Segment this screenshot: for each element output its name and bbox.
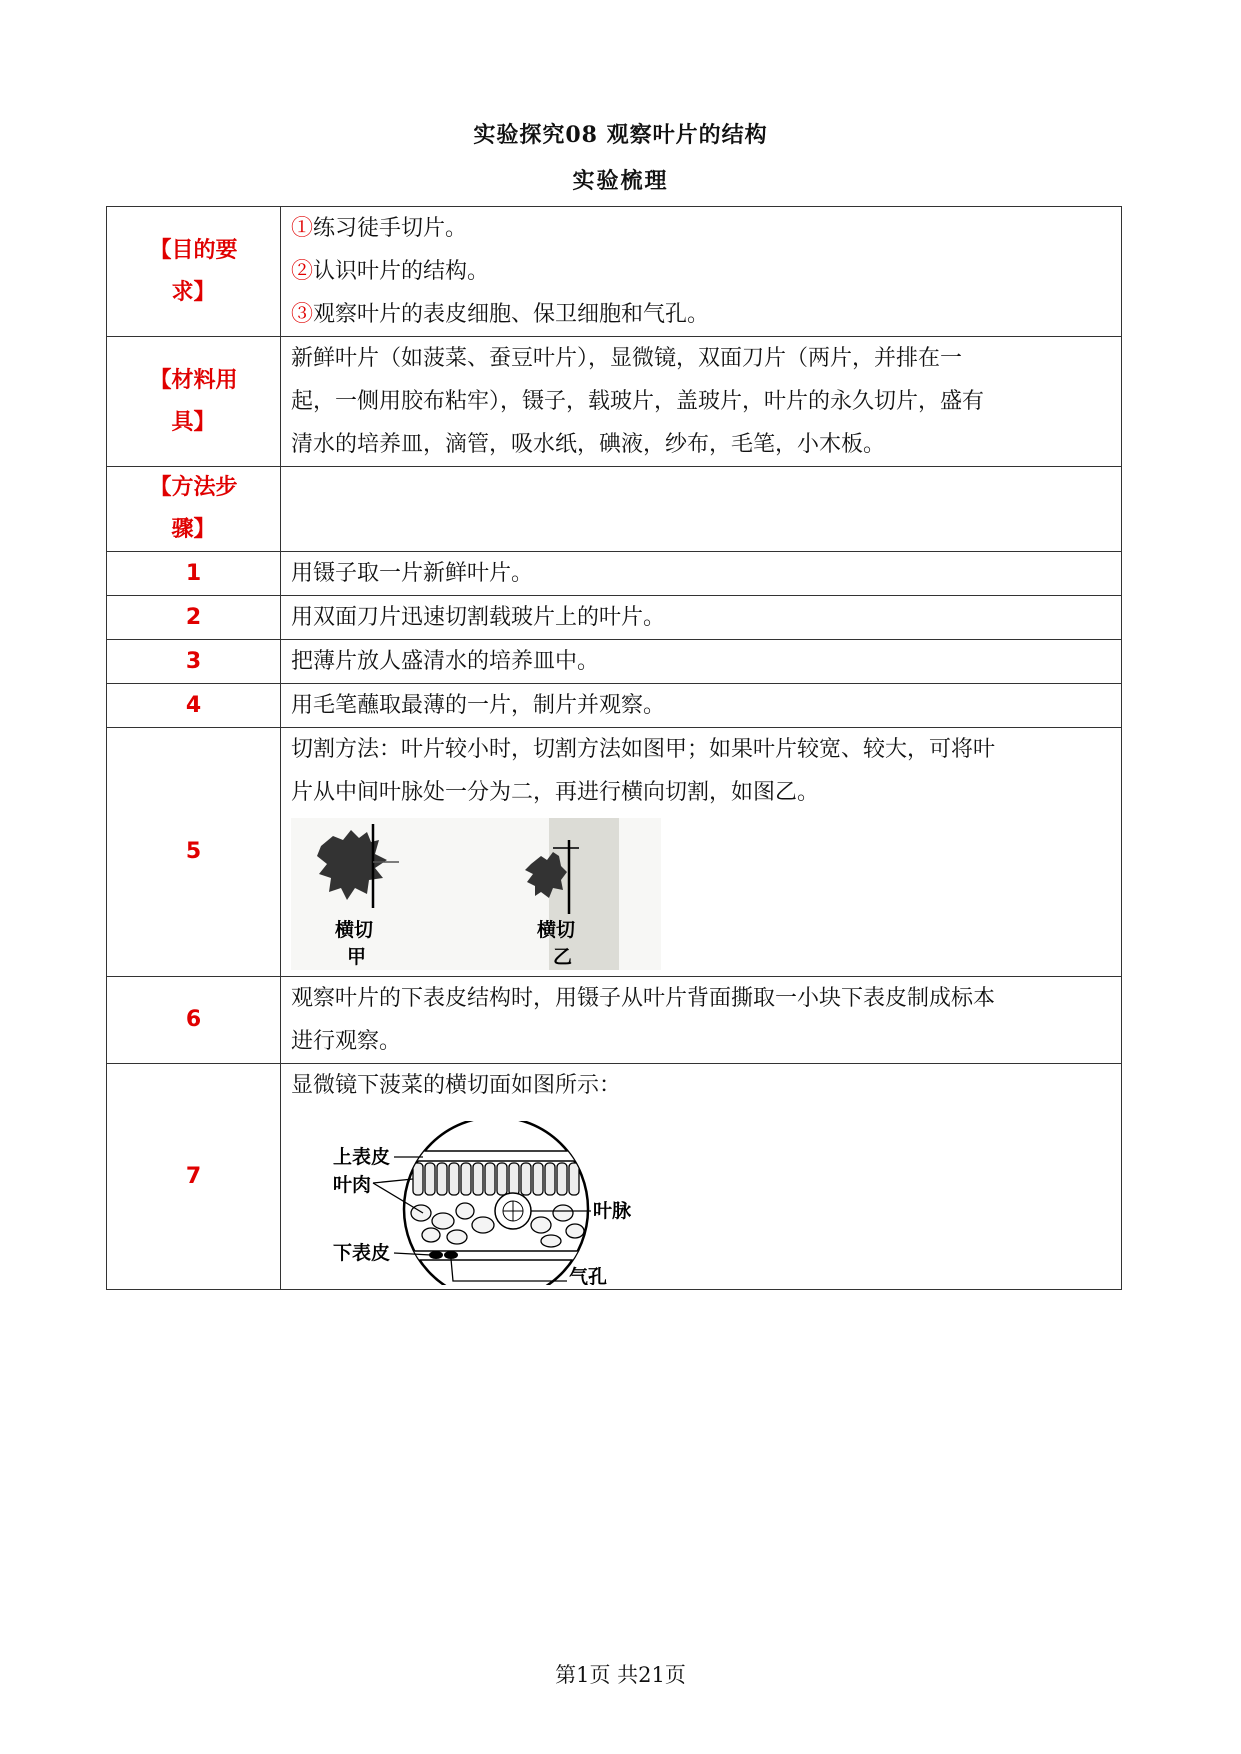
purpose-label	[107, 207, 281, 337]
materials-line: 清水的培养皿，滴管，吸水纸，碘液，纱布，毛笔，小木板。	[291, 432, 886, 457]
step-number: 4	[107, 684, 281, 728]
label-mesophyll: 叶肉	[333, 1174, 372, 1196]
item-marker: ②	[291, 259, 314, 284]
purpose-item	[291, 250, 1111, 293]
row-step	[107, 728, 1122, 977]
materials-label-line: 具】	[171, 409, 216, 435]
stoma-cell	[429, 1251, 443, 1259]
cut-label-right: 横切	[537, 919, 576, 941]
method-label	[107, 467, 281, 552]
purpose-item	[291, 293, 1111, 336]
purpose-content	[281, 207, 1122, 337]
label-lower-epidermis: 下表皮	[333, 1242, 391, 1264]
materials-content	[281, 337, 1122, 467]
step-line: 切割方法：叶片较小时，切割方法如图甲；如果叶片较宽、较大，可将叶	[291, 737, 996, 762]
step-text	[281, 728, 1122, 977]
item-text: 认识叶片的结构。	[313, 259, 490, 284]
row-method	[107, 467, 1122, 552]
section-subtitle: 实验梳理	[572, 168, 669, 194]
label-upper-epidermis: 上表皮	[333, 1146, 391, 1168]
leaf-cut-illustration	[291, 818, 661, 970]
row-step	[107, 596, 1122, 640]
step-line: 把薄片放人盛清水的培养皿中。	[291, 649, 600, 674]
page-footer: 第1页 共21页	[555, 1663, 686, 1687]
materials-label	[107, 337, 281, 467]
row-step	[107, 977, 1122, 1064]
step-text	[281, 596, 1122, 640]
lower-epidermis-layer	[391, 1251, 601, 1260]
method-label-line: 【方法步	[149, 475, 238, 500]
step-line: 用镊子取一片新鲜叶片。	[291, 561, 534, 586]
row-step	[107, 1064, 1122, 1290]
experiment-table	[106, 206, 1122, 1290]
step-number: 2	[107, 596, 281, 640]
row-purpose	[107, 207, 1122, 337]
label-stoma: 气孔	[569, 1266, 608, 1285]
caption-left: 甲	[347, 946, 367, 968]
caption-right: 乙	[553, 946, 573, 968]
step-text	[281, 552, 1122, 596]
item-marker: ③	[291, 302, 314, 327]
step-number: 7	[107, 1064, 281, 1290]
row-step	[107, 640, 1122, 684]
item-marker: ①	[291, 216, 314, 241]
step-text	[281, 977, 1122, 1064]
step-line: 观察叶片的下表皮结构时，用镊子从叶片背面撕取一小块下表皮制成标本	[291, 986, 996, 1011]
step-number: 5	[107, 728, 281, 977]
row-materials	[107, 337, 1122, 467]
item-text: 观察叶片的表皮细胞、保卫细胞和气孔。	[313, 302, 710, 327]
materials-line: 起，一侧用胶布粘牢），镊子，载玻片，盖玻片，叶片的永久切片，盛有	[291, 389, 985, 414]
leaf-cross-section-figure	[291, 1121, 1111, 1285]
item-text: 练习徒手切片。	[313, 216, 468, 241]
materials-line: 新鲜叶片（如菠菜、蚕豆叶片），显微镜，双面刀片（两片，并排在一	[291, 346, 963, 371]
step-number: 3	[107, 640, 281, 684]
step-line: 用双面刀片迅速切割载玻片上的叶片。	[291, 605, 666, 630]
cross-section-illustration	[291, 1121, 701, 1285]
row-step	[107, 552, 1122, 596]
purpose-label-line: 【目的要	[149, 237, 238, 263]
step-number: 6	[107, 977, 281, 1064]
method-label-line: 骤】	[171, 517, 216, 542]
purpose-item	[291, 207, 1111, 250]
step-line: 片从中间叶脉处一分为二，再进行横向切割，如图乙。	[291, 780, 820, 805]
row-step	[107, 684, 1122, 728]
leaf-cut-figure	[291, 818, 1111, 970]
step-line: 用毛笔蘸取最薄的一片，制片并观察。	[291, 693, 666, 718]
cut-label-left: 横切	[335, 919, 374, 941]
page-title: 实验探究08 观察叶片的结构	[473, 122, 768, 148]
label-vein: 叶脉	[593, 1200, 632, 1222]
stoma-cell	[444, 1251, 458, 1259]
method-content	[281, 467, 1122, 552]
purpose-label-line: 求】	[171, 279, 216, 305]
step-text	[281, 1064, 1122, 1290]
step-line: 显微镜下菠菜的横切面如图所示：	[291, 1073, 622, 1098]
step-text	[281, 640, 1122, 684]
step-line: 进行观察。	[291, 1029, 402, 1054]
materials-label-line: 【材料用	[149, 367, 238, 393]
step-text	[281, 684, 1122, 728]
step-number: 1	[107, 552, 281, 596]
